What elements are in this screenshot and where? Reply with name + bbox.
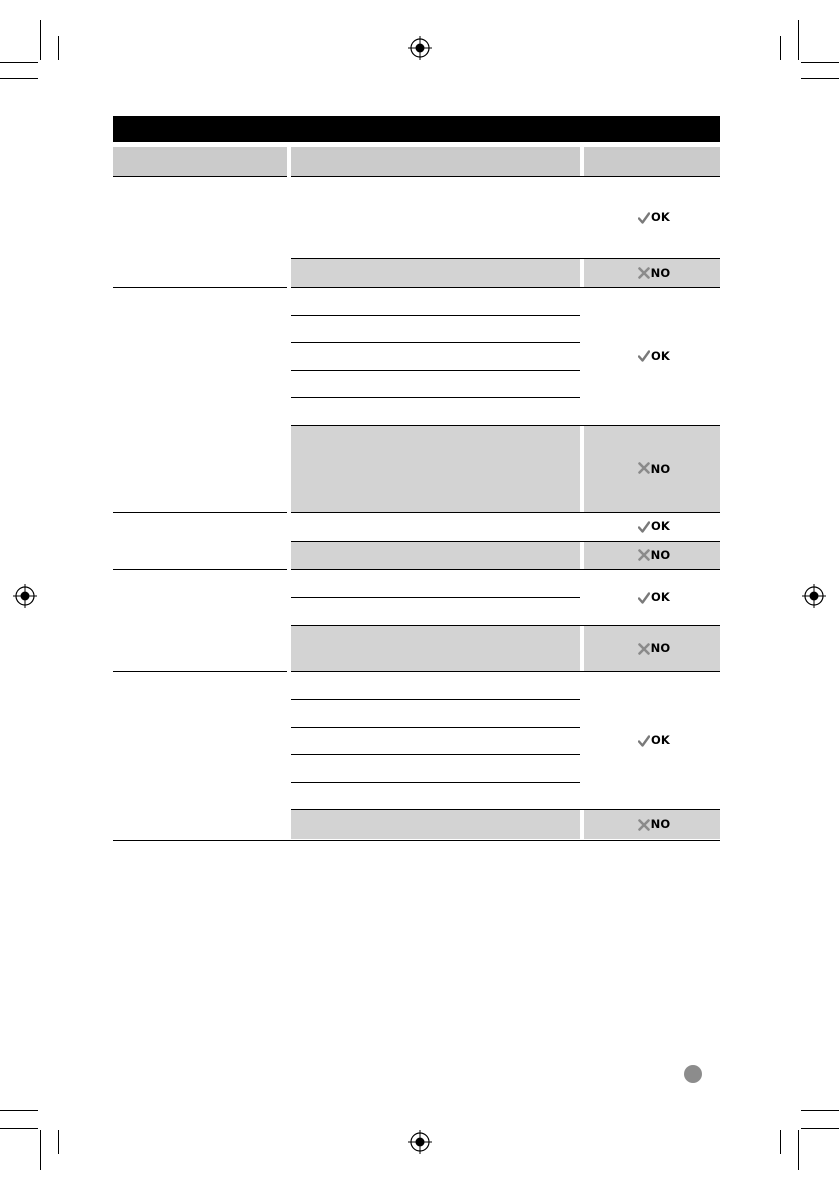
crop-mark [798,20,799,60]
cross-icon [638,259,650,287]
crop-mark [40,20,41,60]
check-icon [638,288,650,425]
ok-status [585,288,723,425]
row-divider [291,782,580,783]
check-icon [638,513,650,541]
column-header-1 [113,147,287,176]
status-label: OK [650,733,671,748]
group-divider [113,671,287,672]
no-status [585,259,723,287]
status-label: OK [650,590,671,605]
crop-mark [58,1130,59,1154]
status-label: NO [650,817,671,832]
ok-status [585,570,723,625]
column-header-2 [291,147,580,176]
status-label: OK [650,210,671,225]
row-divider [291,699,580,700]
registration-mark-icon [408,1130,432,1154]
cross-icon [638,626,650,671]
table-title-bar [113,116,720,142]
group-divider [113,512,287,513]
status-label: OK [650,519,671,534]
row-divider [291,342,580,343]
status-label: OK [650,349,671,363]
no-status [585,426,723,513]
status-label: NO [650,641,671,656]
no-row-condition [291,259,580,287]
crop-mark [801,62,839,63]
crop-mark [801,1128,839,1129]
column-header-3 [584,147,720,176]
row-divider [291,597,580,598]
cross-icon [638,810,650,839]
page-number-marker [684,1065,702,1083]
row-divider [291,397,580,398]
group-divider [113,176,287,177]
no-row-condition [291,810,580,839]
no-row-condition [291,426,580,513]
cross-icon [638,542,650,570]
status-label: NO [650,461,671,476]
crop-mark [801,1110,839,1111]
no-status [585,542,723,570]
check-icon [638,570,650,625]
row-divider [291,727,580,728]
crop-mark [0,1110,38,1111]
crop-mark [0,78,38,79]
check-icon [638,672,650,809]
ok-status [585,177,723,258]
crop-mark [780,1130,781,1154]
no-status [585,810,723,839]
crop-mark [40,1130,41,1170]
crop-mark [801,78,839,79]
ok-status [585,513,723,541]
no-status [585,626,723,671]
registration-mark-icon [408,36,432,60]
crop-mark [780,36,781,60]
row-divider [291,754,580,755]
crop-mark [798,1130,799,1170]
crop-mark [58,36,59,60]
no-row-condition [291,542,580,570]
cross-icon [638,426,650,513]
group-divider [113,569,287,570]
registration-mark-icon [13,584,37,608]
row-divider [291,315,580,316]
row-divider [291,370,580,371]
status-label: NO [650,266,671,280]
ok-status [585,672,723,809]
no-row-condition [291,626,580,671]
group-divider [113,287,287,288]
crop-mark [0,62,38,63]
check-icon [638,177,650,258]
table-bottom-rule [113,840,720,841]
status-label: NO [650,547,671,562]
crop-mark [0,1128,38,1129]
registration-mark-icon [802,584,826,608]
